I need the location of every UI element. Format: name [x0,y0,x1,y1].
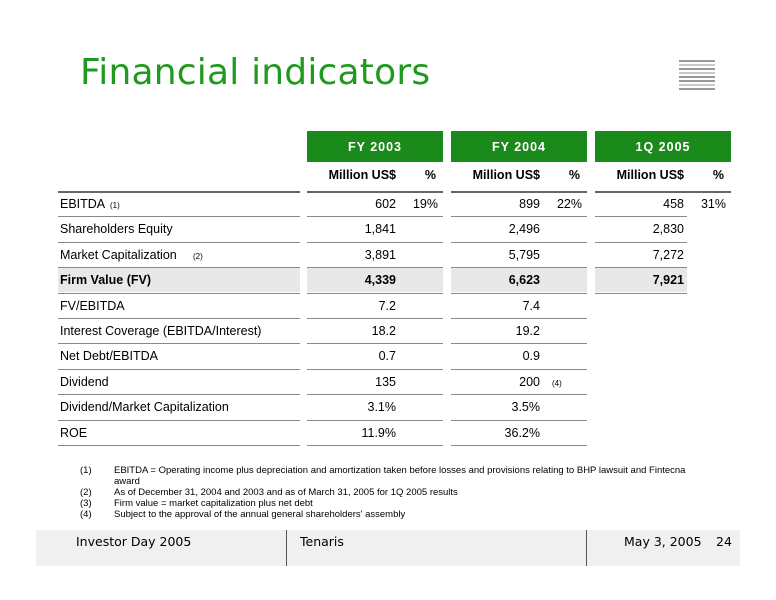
row-label: Firm Value (FV) [60,273,151,288]
row-divider [595,293,687,294]
cell-value: 7,921 [652,273,684,288]
footnote-ref: (1) [110,201,120,210]
cell-value: 3,891 [364,247,396,262]
cell-value: 19.2 [515,324,540,338]
row-divider [307,242,443,243]
footnote-2: (2) As of December 31, 2004 and 2003 and as of March 31, 2005 for 1Q 2005 results [80,487,458,498]
cell-value: 0.9 [522,349,540,364]
row-divider [307,369,443,370]
footnote-1: (1) EBITDA = Operating income plus depreciation and amortization taken before losses and provisions relating to BHP lawsuit and Fintecna award [80,465,686,487]
row-divider [58,420,300,421]
cell-percent: 31% [700,197,726,211]
row-divider [58,191,300,193]
row-divider [307,318,443,319]
cell-value: 6,623 [508,273,540,288]
footer-page-number: 24 [716,534,732,549]
cell-value: 1,841 [364,222,396,237]
row-divider [451,216,587,217]
row-divider [451,445,587,446]
row-divider [58,242,300,243]
footnote-4: (4) Subject to the approval of the annual general shareholders' assembly [80,509,406,520]
subheader-million-2004: Million US$ [472,168,540,182]
cell-value: 200 [519,374,540,389]
footer-divider [586,530,587,566]
header-1q2005: 1Q 2005 [595,131,731,162]
row-divider [58,216,300,217]
row-label: Net Debt/EBITDA [60,349,158,364]
subheader-pct-2005: % [712,168,724,182]
page-title: Financial indicators [80,52,431,93]
row-divider [58,293,300,294]
cell-value: 4,339 [364,273,396,288]
header-fy2004: FY 2004 [451,131,587,162]
footer-event: Investor Day 2005 [76,534,192,549]
cell-value: 18.2 [371,324,396,338]
row-label: Shareholders Equity [60,222,173,237]
row-label: Dividend/Market Capitalization [60,400,229,415]
cell-value: 2,496 [508,222,540,237]
cell-value: 135 [375,374,396,389]
row-label: Dividend [60,374,109,389]
cell-value: 3.1% [367,400,396,415]
row-divider [451,191,587,193]
row-divider [451,394,587,395]
row-divider [58,318,300,319]
subheader-million-2005: Million US$ [616,168,684,182]
row-divider [307,293,443,294]
row-label: FV/EBITDA [60,298,125,313]
footer-divider [286,530,287,566]
cell-percent: 22% [556,197,582,211]
footer-date: May 3, 2005 [624,534,702,549]
row-label: Market Capitalization [60,247,177,262]
cell-value: 2,830 [652,222,684,237]
row-divider [451,293,587,294]
row-label: ROE [60,425,88,440]
row-divider [307,343,443,344]
row-label: Interest Coverage (EBITDA/Interest) [60,324,262,338]
subheader-pct-2003: % [424,168,436,182]
cell-value: 0.7 [378,349,396,364]
cell-percent: 19% [412,197,438,211]
cell-value: 36.2% [504,425,540,440]
subheader-pct-2004: % [568,168,580,182]
row-divider [451,420,587,421]
footer-company: Tenaris [300,534,344,549]
row-divider [451,318,587,319]
footnote-ref: (2) [193,251,203,261]
row-divider [307,445,443,446]
cell-value: 458 [663,197,684,211]
row-divider [58,394,300,395]
row-divider [307,216,443,217]
footnote-ref: (4) [552,378,562,388]
row-divider [307,420,443,421]
subheader-million-2003: Million US$ [328,168,396,182]
row-divider [451,369,587,370]
cell-value: 899 [519,197,540,211]
logo-icon [679,60,715,90]
row-divider [58,343,300,344]
row-divider [307,394,443,395]
cell-value: 7.2 [378,298,396,313]
row-divider [307,191,443,193]
footnote-3: (3) Firm value = market capitalization plus net debt [80,498,313,509]
cell-value: 11.9% [361,425,396,440]
row-divider [58,369,300,370]
cell-value: 7.4 [522,298,540,313]
row-divider [451,242,587,243]
cell-value: 602 [375,197,396,211]
cell-value: 7,272 [652,247,684,262]
row-divider [451,343,587,344]
row-divider [595,216,687,217]
footer-bar [36,530,740,566]
row-divider [595,242,687,243]
cell-value: 5,795 [508,247,540,262]
row-divider [58,445,300,446]
row-label: EBITDA [60,197,106,211]
row-divider [595,191,731,193]
cell-value: 3.5% [511,400,540,415]
header-fy2003: FY 2003 [307,131,443,162]
